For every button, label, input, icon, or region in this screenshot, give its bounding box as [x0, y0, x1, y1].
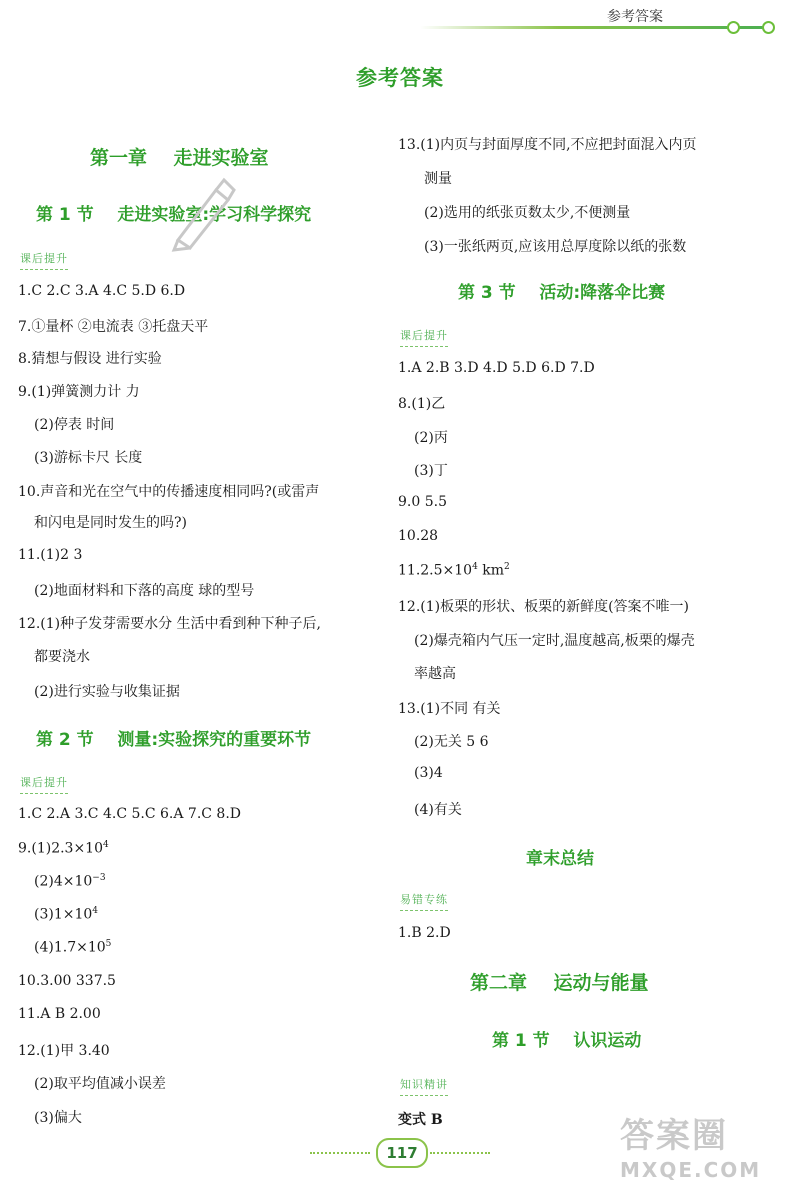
answer-line: 1.A 2.B 3.D 4.D 5.D 6.D 7.D [398, 360, 595, 376]
answer-line: (2)爆壳箱内气压一定时,温度越高,板栗的爆壳 [414, 633, 695, 649]
page-number: 117 [376, 1138, 428, 1168]
answer-line: 1.B 2.D [398, 925, 451, 941]
pencil-icon [168, 172, 238, 252]
tag-label: 课后提升 [20, 774, 68, 794]
tag-label: 课后提升 [400, 327, 448, 347]
answer-line: (4)有关 [414, 802, 462, 818]
answer-line: 10.28 [398, 528, 439, 544]
answer-line: $11.2.5\times 10^4$ $km^2$ [398, 562, 510, 579]
section-heading: 第 3 节 活动:降落伞比赛 [458, 283, 666, 303]
answer-line: 11.(1)2 3 [18, 547, 83, 563]
answer-line: (3)丁 [414, 463, 448, 479]
tag-label: 知识精讲 [400, 1076, 448, 1096]
tag-label: 易错专练 [400, 891, 448, 911]
watermark-logo: 答案圈 [620, 1116, 728, 1156]
answer-line: (3)游标卡尺 长度 [34, 450, 143, 466]
answer-line: 1.C 2.A 3.C 4.C 5.C 6.A 7.C 8.D [18, 806, 242, 822]
answer-line: (2)取平均值减小误差 [34, 1076, 166, 1092]
answer-line: 率越高 [414, 666, 456, 682]
answer-line: 12.(1)种子发芽需要水分 生活中看到种下种子后, [18, 616, 321, 632]
section-heading: 第 2 节 测量:实验探究的重要环节 [36, 730, 312, 750]
answer-line: (3)一张纸两页,应该用总厚度除以纸的张数 [424, 239, 687, 255]
chapter-heading: 第一章 走进实验室 [90, 147, 269, 169]
answer-line: (2)选用的纸张页数太少,不便测量 [424, 205, 631, 221]
answer-line: 13.(1)不同 有关 [398, 701, 501, 717]
answer-line: 8.猜想与假设 进行实验 [18, 351, 162, 367]
answer-line: 9.(1)弹簧测力计 力 [18, 384, 140, 400]
chapter-heading: 第二章 运动与能量 [470, 972, 649, 994]
page-title: 参考答案 [356, 66, 444, 90]
answer-line: 11.A B 2.00 [18, 1006, 101, 1022]
dotted-rule [310, 1152, 370, 1154]
dotted-rule [430, 1152, 490, 1154]
answer-line: 7.①量杯 ②电流表 ③托盘天平 [18, 319, 209, 335]
header-rule [420, 26, 766, 29]
answer-line: 1.C 2.C 3.A 4.C 5.D 6.D [18, 283, 186, 299]
answer-line: 12.(1)甲 3.40 [18, 1043, 110, 1059]
answer-line: (3)4 [414, 765, 443, 781]
answer-line: 10.声音和光在空气中的传播速度相同吗?(或雷声 [18, 484, 320, 500]
tag-label: 课后提升 [20, 250, 68, 270]
answer-line: 变式 B [398, 1112, 443, 1128]
header-dot-icon [762, 21, 775, 34]
answer-line: 都要浇水 [34, 649, 90, 665]
answer-line: 12.(1)板栗的形状、板栗的新鲜度(答案不唯一) [398, 599, 690, 615]
section-heading: 第 1 节 认识运动 [492, 1031, 642, 1051]
answer-line: 9.0 5.5 [398, 494, 447, 510]
watermark-url: MXQE.COM [620, 1158, 762, 1182]
answer-line: $(3)1\times 10^4$ [34, 906, 99, 923]
summary-heading: 章末总结 [526, 849, 594, 869]
running-header: 参考答案 [607, 9, 663, 25]
answer-line: $(2)4\times 10^{-3}$ [34, 873, 106, 890]
header-dot-icon [727, 21, 740, 34]
answer-line: $(4)1.7\times 10^5$ [34, 939, 112, 956]
answer-line: 10.3.00 337.5 [18, 973, 116, 989]
answer-line: 13.(1)内页与封面厚度不同,不应把封面混入内页 [398, 137, 697, 153]
section-heading: 第 1 节 走进实验室:学习科学探究 [36, 205, 312, 225]
answer-line: (2)丙 [414, 430, 448, 446]
page-number-badge [310, 1138, 490, 1166]
answer-line: (2)无关 5 6 [414, 734, 489, 750]
answer-line: (2)进行实验与收集证据 [34, 684, 180, 700]
answer-line: 和闪电是同时发生的吗?) [34, 515, 187, 531]
answer-line: (3)偏大 [34, 1110, 82, 1126]
answer-line: 8.(1)乙 [398, 396, 446, 412]
answer-line: 测量 [424, 171, 452, 187]
answer-line: (2)地面材料和下落的高度 球的型号 [34, 583, 255, 599]
answer-line: $9.(1)2.3\times 10^4$ [18, 840, 109, 857]
answer-line: (2)停表 时间 [34, 417, 115, 433]
